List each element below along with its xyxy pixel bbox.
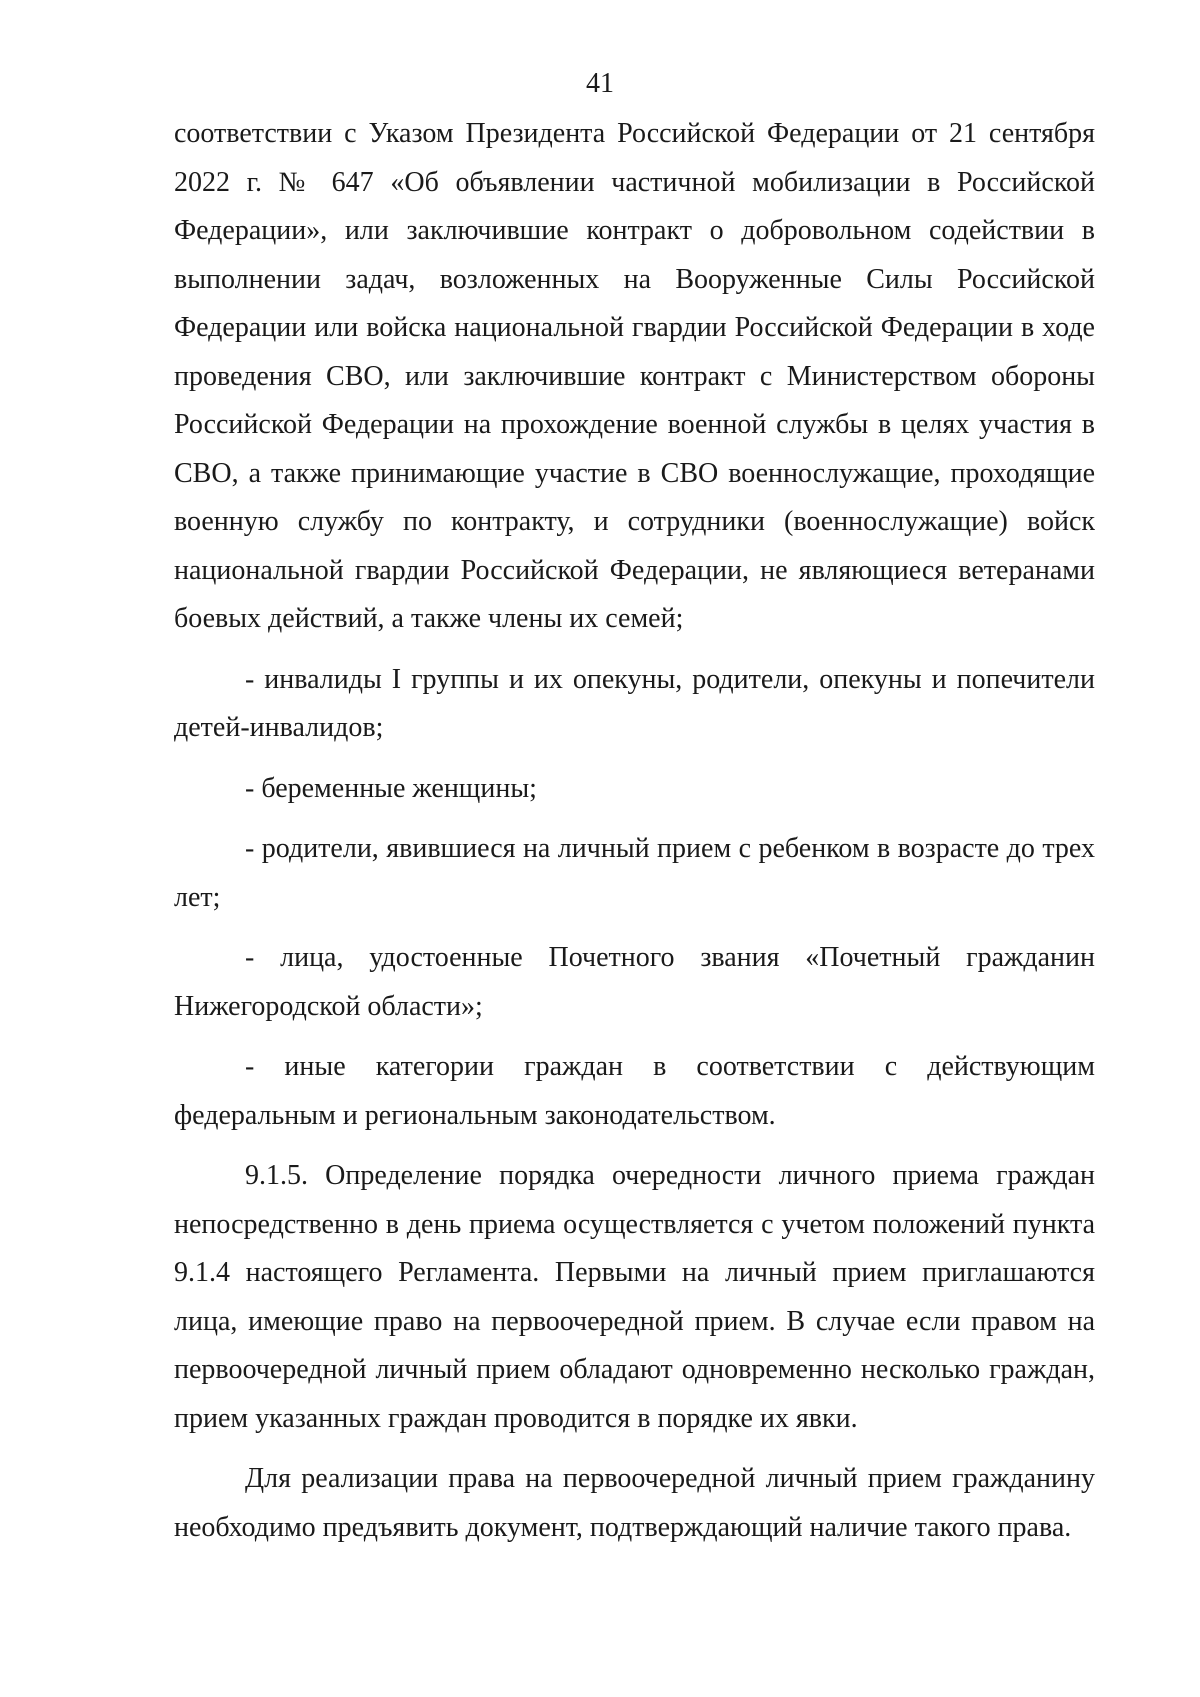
paragraph-document-requirement: Для реализации права на первоочередной личный прием гражданину необходимо предъявить документ, подтверждающий наличие такого права. bbox=[174, 1463, 1095, 1543]
list-item-parents: - родители, явившиеся на личный прием с ребенком в возрасте до трех лет; bbox=[174, 833, 1095, 913]
list-item-pregnant: - беременные женщины; bbox=[245, 772, 537, 804]
paragraph-9-1-5: 9.1.5. Определение порядка очередности личного приема граждан непосредственно в день приема осуществляется с учетом положений пункта 9.1.4 настоящего Регламента. Первыми на личный прием приглашаются лица, имеющие право на первоочередной прием. В случае если правом на первоочередной личный прием обладают одновременно несколько граждан, прием указанных граждан проводится в порядке их явки. bbox=[174, 1160, 1095, 1434]
paragraph-continuation: соответствии с Указом Президента Российской Федерации от 21 сентября 2022 г. № 647 «Об объявлении частичной мобилизации в Российской Федерации», или заключившие контракт о добровольном содействии в выполнении задач, возложенных на Вооруженные Силы Российской Федерации или войска национальной гвардии Российской Федерации в ходе проведения СВО, или заключившие контракт с Министерством обороны Российской Федерации на прохождение военной службы в целях участия в СВО, а также принимающие участие в СВО военнослужащие, проходящие военную службу по контракту, и сотрудники (военнослужащие) войск национальной гвардии Российской Федерации, не являющиеся ветеранами боевых действий, а также члены их семей; bbox=[174, 118, 1095, 634]
list-item-other-categories: - иные категории граждан в соответствии с действующим федеральным и региональным законодательством. bbox=[174, 1051, 1095, 1131]
document-body bbox=[174, 110, 1095, 1552]
list-item-disabled: - инвалиды I группы и их опекуны, родители, опекуны и попечители детей-инвалидов; bbox=[174, 663, 1095, 743]
list-item-honorary-citizens: - лица, удостоенные Почетного звания «Почетный гражданин Нижегородской области»; bbox=[174, 942, 1095, 1022]
page-number: 41 bbox=[586, 68, 614, 99]
